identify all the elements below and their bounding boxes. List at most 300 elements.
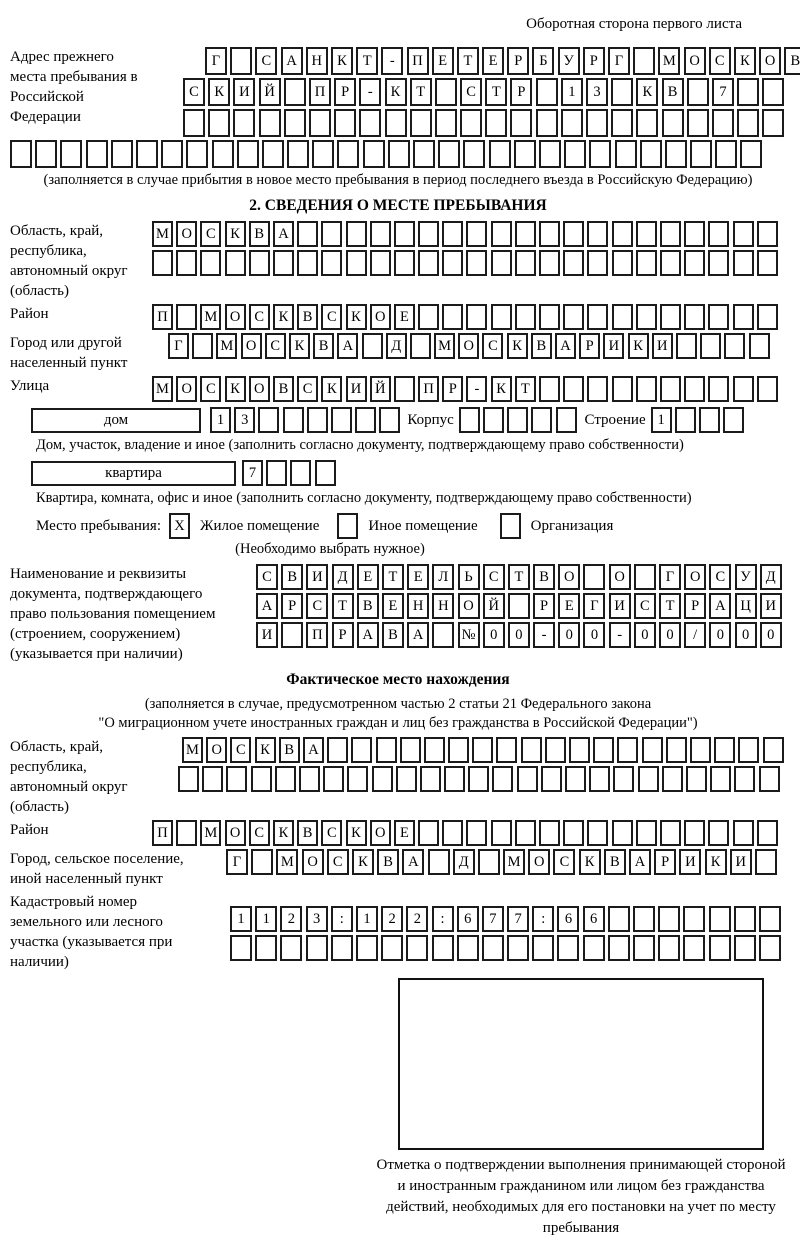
char-box[interactable]: [539, 304, 560, 330]
char-box[interactable]: Д: [386, 333, 407, 359]
char-box[interactable]: [321, 250, 342, 276]
char-box[interactable]: Ь: [458, 564, 480, 590]
char-box[interactable]: [438, 140, 460, 168]
char-box[interactable]: П: [418, 376, 439, 402]
char-box[interactable]: [708, 250, 729, 276]
char-box[interactable]: [442, 221, 463, 247]
char-box[interactable]: В: [313, 333, 334, 359]
char-box[interactable]: Р: [579, 333, 600, 359]
char-box[interactable]: [472, 737, 493, 763]
char-box[interactable]: [699, 407, 720, 433]
char-box[interactable]: [307, 407, 328, 433]
char-box[interactable]: [700, 333, 721, 359]
char-box[interactable]: [370, 221, 391, 247]
char-box[interactable]: [587, 221, 608, 247]
char-box[interactable]: [283, 407, 304, 433]
char-box[interactable]: 2: [280, 906, 302, 932]
char-box[interactable]: [463, 140, 485, 168]
char-box[interactable]: А: [357, 622, 379, 648]
char-box[interactable]: [226, 766, 247, 792]
char-box[interactable]: [684, 820, 705, 846]
char-box[interactable]: [418, 250, 439, 276]
char-box[interactable]: [315, 460, 336, 486]
char-box[interactable]: [468, 766, 489, 792]
char-box[interactable]: М: [200, 304, 221, 330]
char-box[interactable]: В: [784, 47, 800, 75]
char-box[interactable]: А: [303, 737, 324, 763]
char-box[interactable]: [734, 906, 756, 932]
char-box[interactable]: [660, 304, 681, 330]
char-box[interactable]: [86, 140, 108, 168]
char-box[interactable]: К: [273, 820, 294, 846]
char-box[interactable]: [161, 140, 183, 168]
char-box[interactable]: [587, 250, 608, 276]
char-box[interactable]: [612, 250, 633, 276]
char-box[interactable]: [563, 221, 584, 247]
char-box[interactable]: А: [281, 47, 303, 75]
char-box[interactable]: И: [233, 78, 255, 106]
char-box[interactable]: 0: [709, 622, 731, 648]
char-box[interactable]: [617, 737, 638, 763]
char-box[interactable]: [515, 820, 536, 846]
char-box[interactable]: Р: [442, 376, 463, 402]
char-box[interactable]: [435, 109, 457, 137]
char-box[interactable]: [612, 820, 633, 846]
char-box[interactable]: [687, 78, 709, 106]
char-box[interactable]: С: [183, 78, 205, 106]
char-box[interactable]: С: [255, 47, 277, 75]
char-box[interactable]: С: [709, 564, 731, 590]
char-box[interactable]: [152, 250, 173, 276]
char-box[interactable]: Е: [394, 820, 415, 846]
char-box[interactable]: [284, 109, 306, 137]
char-box[interactable]: [394, 221, 415, 247]
char-box[interactable]: М: [658, 47, 680, 75]
char-box[interactable]: Е: [482, 47, 504, 75]
char-box[interactable]: О: [249, 376, 270, 402]
char-box[interactable]: Е: [394, 304, 415, 330]
char-box[interactable]: Г: [226, 849, 248, 875]
char-box[interactable]: [483, 407, 504, 433]
char-box[interactable]: [379, 407, 400, 433]
char-box[interactable]: [749, 333, 770, 359]
char-box[interactable]: [466, 221, 487, 247]
char-box[interactable]: :: [331, 906, 353, 932]
char-box[interactable]: [539, 376, 560, 402]
char-box[interactable]: У: [735, 564, 757, 590]
char-box[interactable]: К: [636, 78, 658, 106]
char-box[interactable]: 0: [583, 622, 605, 648]
char-box[interactable]: А: [402, 849, 424, 875]
char-box[interactable]: [687, 109, 709, 137]
char-box[interactable]: [723, 407, 744, 433]
char-box[interactable]: Ц: [735, 593, 757, 619]
char-box[interactable]: М: [434, 333, 455, 359]
char-box[interactable]: К: [331, 47, 353, 75]
char-box[interactable]: А: [337, 333, 358, 359]
char-box[interactable]: [709, 906, 731, 932]
char-box[interactable]: [586, 109, 608, 137]
char-box[interactable]: 7: [507, 906, 529, 932]
char-box[interactable]: [327, 737, 348, 763]
char-box[interactable]: [660, 376, 681, 402]
char-box[interactable]: О: [225, 820, 246, 846]
char-box[interactable]: [636, 109, 658, 137]
char-box[interactable]: К: [225, 376, 246, 402]
char-box[interactable]: В: [281, 564, 303, 590]
char-box[interactable]: [539, 250, 560, 276]
char-box[interactable]: С: [256, 564, 278, 590]
char-box[interactable]: [709, 935, 731, 961]
char-box[interactable]: [435, 78, 457, 106]
char-box[interactable]: [565, 766, 586, 792]
char-box[interactable]: [514, 140, 536, 168]
char-box[interactable]: [636, 820, 657, 846]
char-box[interactable]: [233, 109, 255, 137]
char-box[interactable]: [10, 140, 32, 168]
char-box[interactable]: У: [558, 47, 580, 75]
char-box[interactable]: О: [302, 849, 324, 875]
char-box[interactable]: [563, 304, 584, 330]
char-box[interactable]: 1: [230, 906, 252, 932]
char-box[interactable]: [563, 250, 584, 276]
char-box[interactable]: [251, 849, 273, 875]
char-box[interactable]: И: [760, 593, 782, 619]
char-box[interactable]: [334, 109, 356, 137]
char-box[interactable]: [35, 140, 57, 168]
char-box[interactable]: [284, 78, 306, 106]
checkbox-zhiloe-pomeshenie[interactable]: X: [169, 513, 190, 539]
char-box[interactable]: [410, 109, 432, 137]
char-box[interactable]: К: [628, 333, 649, 359]
char-box[interactable]: [734, 766, 755, 792]
char-box[interactable]: [376, 737, 397, 763]
char-box[interactable]: О: [609, 564, 631, 590]
char-box[interactable]: [587, 304, 608, 330]
apartment-type-box[interactable]: [31, 461, 236, 486]
char-box[interactable]: [230, 47, 252, 75]
char-box[interactable]: [237, 140, 259, 168]
char-box[interactable]: С: [634, 593, 656, 619]
char-box[interactable]: [536, 109, 558, 137]
char-box[interactable]: [633, 47, 655, 75]
char-box[interactable]: [759, 766, 780, 792]
char-box[interactable]: Е: [407, 564, 429, 590]
char-box[interactable]: [593, 737, 614, 763]
char-box[interactable]: О: [528, 849, 550, 875]
char-box[interactable]: [385, 109, 407, 137]
char-box[interactable]: [666, 737, 687, 763]
char-box[interactable]: М: [152, 376, 173, 402]
char-box[interactable]: [356, 935, 378, 961]
char-box[interactable]: [684, 376, 705, 402]
char-box[interactable]: И: [679, 849, 701, 875]
char-box[interactable]: [442, 304, 463, 330]
char-box[interactable]: [466, 250, 487, 276]
char-box[interactable]: [636, 221, 657, 247]
char-box[interactable]: Т: [485, 78, 507, 106]
char-box[interactable]: И: [730, 849, 752, 875]
char-box[interactable]: [708, 376, 729, 402]
char-box[interactable]: [532, 935, 554, 961]
char-box[interactable]: [273, 250, 294, 276]
char-box[interactable]: [388, 140, 410, 168]
char-box[interactable]: И: [256, 622, 278, 648]
char-box[interactable]: И: [603, 333, 624, 359]
char-box[interactable]: -: [359, 78, 381, 106]
char-box[interactable]: [564, 140, 586, 168]
char-box[interactable]: В: [604, 849, 626, 875]
char-box[interactable]: С: [200, 221, 221, 247]
char-box[interactable]: [337, 140, 359, 168]
char-box[interactable]: В: [533, 564, 555, 590]
char-box[interactable]: [658, 906, 680, 932]
char-box[interactable]: О: [370, 820, 391, 846]
char-box[interactable]: О: [684, 564, 706, 590]
char-box[interactable]: [212, 140, 234, 168]
char-box[interactable]: С: [297, 376, 318, 402]
char-box[interactable]: Т: [508, 564, 530, 590]
char-box[interactable]: Д: [760, 564, 782, 590]
char-box[interactable]: [642, 737, 663, 763]
char-box[interactable]: [178, 766, 199, 792]
char-box[interactable]: №: [458, 622, 480, 648]
char-box[interactable]: [225, 250, 246, 276]
char-box[interactable]: О: [759, 47, 781, 75]
char-box[interactable]: [515, 221, 536, 247]
char-box[interactable]: [708, 221, 729, 247]
char-box[interactable]: [611, 109, 633, 137]
char-box[interactable]: [466, 820, 487, 846]
char-box[interactable]: К: [734, 47, 756, 75]
char-box[interactable]: К: [346, 304, 367, 330]
char-box[interactable]: С: [321, 304, 342, 330]
char-box[interactable]: [262, 140, 284, 168]
char-box[interactable]: [733, 304, 754, 330]
char-box[interactable]: [759, 906, 781, 932]
char-box[interactable]: Р: [281, 593, 303, 619]
char-box[interactable]: 3: [306, 906, 328, 932]
char-box[interactable]: К: [289, 333, 310, 359]
char-box[interactable]: [200, 250, 221, 276]
char-box[interactable]: [757, 820, 778, 846]
char-box[interactable]: [658, 935, 680, 961]
char-box[interactable]: [608, 935, 630, 961]
char-box[interactable]: [251, 766, 272, 792]
char-box[interactable]: В: [662, 78, 684, 106]
char-box[interactable]: [557, 935, 579, 961]
char-box[interactable]: О: [370, 304, 391, 330]
char-box[interactable]: [448, 737, 469, 763]
char-box[interactable]: В: [279, 737, 300, 763]
checkbox-organizaciya[interactable]: [500, 513, 521, 539]
char-box[interactable]: С: [321, 820, 342, 846]
char-box[interactable]: [636, 304, 657, 330]
char-box[interactable]: М: [152, 221, 173, 247]
char-box[interactable]: [442, 820, 463, 846]
char-box[interactable]: [737, 109, 759, 137]
char-box[interactable]: [492, 766, 513, 792]
char-box[interactable]: [394, 376, 415, 402]
char-box[interactable]: О: [225, 304, 246, 330]
char-box[interactable]: [255, 935, 277, 961]
char-box[interactable]: [290, 460, 311, 486]
char-box[interactable]: [275, 766, 296, 792]
char-box[interactable]: М: [276, 849, 298, 875]
char-box[interactable]: [331, 407, 352, 433]
char-box[interactable]: [686, 766, 707, 792]
char-box[interactable]: [510, 109, 532, 137]
char-box[interactable]: В: [297, 820, 318, 846]
char-box[interactable]: -: [533, 622, 555, 648]
char-box[interactable]: [539, 221, 560, 247]
char-box[interactable]: [400, 737, 421, 763]
char-box[interactable]: О: [176, 376, 197, 402]
char-box[interactable]: [281, 622, 303, 648]
char-box[interactable]: [733, 820, 754, 846]
char-box[interactable]: Е: [432, 47, 454, 75]
char-box[interactable]: [684, 250, 705, 276]
char-box[interactable]: [176, 304, 197, 330]
char-box[interactable]: Г: [608, 47, 630, 75]
char-box[interactable]: [176, 250, 197, 276]
char-box[interactable]: [690, 140, 712, 168]
char-box[interactable]: [491, 250, 512, 276]
char-box[interactable]: К: [705, 849, 727, 875]
char-box[interactable]: К: [225, 221, 246, 247]
char-box[interactable]: :: [532, 906, 554, 932]
char-box[interactable]: П: [152, 304, 173, 330]
char-box[interactable]: [545, 737, 566, 763]
char-box[interactable]: А: [709, 593, 731, 619]
char-box[interactable]: [587, 820, 608, 846]
char-box[interactable]: [733, 250, 754, 276]
char-box[interactable]: [660, 820, 681, 846]
char-box[interactable]: Г: [205, 47, 227, 75]
house-type-box[interactable]: [31, 408, 201, 433]
char-box[interactable]: Н: [407, 593, 429, 619]
char-box[interactable]: [683, 906, 705, 932]
char-box[interactable]: [312, 140, 334, 168]
char-box[interactable]: [737, 78, 759, 106]
char-box[interactable]: [489, 140, 511, 168]
char-box[interactable]: Р: [654, 849, 676, 875]
char-box[interactable]: П: [152, 820, 173, 846]
char-box[interactable]: С: [460, 78, 482, 106]
char-box[interactable]: [186, 140, 208, 168]
char-box[interactable]: 1: [356, 906, 378, 932]
char-box[interactable]: И: [652, 333, 673, 359]
char-box[interactable]: [413, 140, 435, 168]
char-box[interactable]: О: [206, 737, 227, 763]
char-box[interactable]: [676, 333, 697, 359]
char-box[interactable]: [478, 849, 500, 875]
char-box[interactable]: Й: [259, 78, 281, 106]
char-box[interactable]: [485, 109, 507, 137]
char-box[interactable]: [708, 304, 729, 330]
char-box[interactable]: К: [352, 849, 374, 875]
char-box[interactable]: 2: [381, 906, 403, 932]
char-box[interactable]: О: [458, 593, 480, 619]
char-box[interactable]: 7: [242, 460, 263, 486]
char-box[interactable]: [280, 935, 302, 961]
char-box[interactable]: Г: [659, 564, 681, 590]
char-box[interactable]: [60, 140, 82, 168]
char-box[interactable]: [759, 935, 781, 961]
char-box[interactable]: [633, 906, 655, 932]
char-box[interactable]: В: [377, 849, 399, 875]
char-box[interactable]: М: [216, 333, 237, 359]
char-box[interactable]: [444, 766, 465, 792]
char-box[interactable]: [410, 333, 431, 359]
char-box[interactable]: Р: [684, 593, 706, 619]
char-box[interactable]: [359, 109, 381, 137]
char-box[interactable]: -: [466, 376, 487, 402]
char-box[interactable]: [323, 766, 344, 792]
char-box[interactable]: Г: [168, 333, 189, 359]
char-box[interactable]: [561, 109, 583, 137]
char-box[interactable]: [612, 376, 633, 402]
char-box[interactable]: [583, 935, 605, 961]
char-box[interactable]: [202, 766, 223, 792]
char-box[interactable]: М: [200, 820, 221, 846]
char-box[interactable]: О: [558, 564, 580, 590]
char-box[interactable]: С: [483, 564, 505, 590]
char-box[interactable]: [724, 333, 745, 359]
char-box[interactable]: [515, 250, 536, 276]
char-box[interactable]: [299, 766, 320, 792]
char-box[interactable]: [406, 935, 428, 961]
char-box[interactable]: С: [482, 333, 503, 359]
char-box[interactable]: [309, 109, 331, 137]
char-box[interactable]: 2: [406, 906, 428, 932]
char-box[interactable]: [536, 78, 558, 106]
char-box[interactable]: Р: [533, 593, 555, 619]
char-box[interactable]: Т: [356, 47, 378, 75]
char-box[interactable]: Т: [515, 376, 536, 402]
char-box[interactable]: [589, 766, 610, 792]
char-box[interactable]: [762, 78, 784, 106]
char-box[interactable]: [418, 304, 439, 330]
char-box[interactable]: К: [255, 737, 276, 763]
char-box[interactable]: [684, 304, 705, 330]
char-box[interactable]: [424, 737, 445, 763]
char-box[interactable]: [370, 250, 391, 276]
char-box[interactable]: К: [491, 376, 512, 402]
char-box[interactable]: [613, 766, 634, 792]
char-box[interactable]: Т: [659, 593, 681, 619]
char-box[interactable]: А: [555, 333, 576, 359]
char-box[interactable]: Р: [510, 78, 532, 106]
char-box[interactable]: [418, 221, 439, 247]
char-box[interactable]: В: [357, 593, 379, 619]
char-box[interactable]: [346, 221, 367, 247]
char-box[interactable]: 0: [508, 622, 530, 648]
char-box[interactable]: 0: [760, 622, 782, 648]
char-box[interactable]: Б: [532, 47, 554, 75]
char-box[interactable]: [460, 109, 482, 137]
char-box[interactable]: А: [256, 593, 278, 619]
char-box[interactable]: [612, 221, 633, 247]
char-box[interactable]: [466, 304, 487, 330]
char-box[interactable]: [508, 593, 530, 619]
char-box[interactable]: [491, 221, 512, 247]
char-box[interactable]: [665, 140, 687, 168]
char-box[interactable]: И: [306, 564, 328, 590]
char-box[interactable]: [611, 78, 633, 106]
char-box[interactable]: Т: [332, 593, 354, 619]
char-box[interactable]: [762, 109, 784, 137]
